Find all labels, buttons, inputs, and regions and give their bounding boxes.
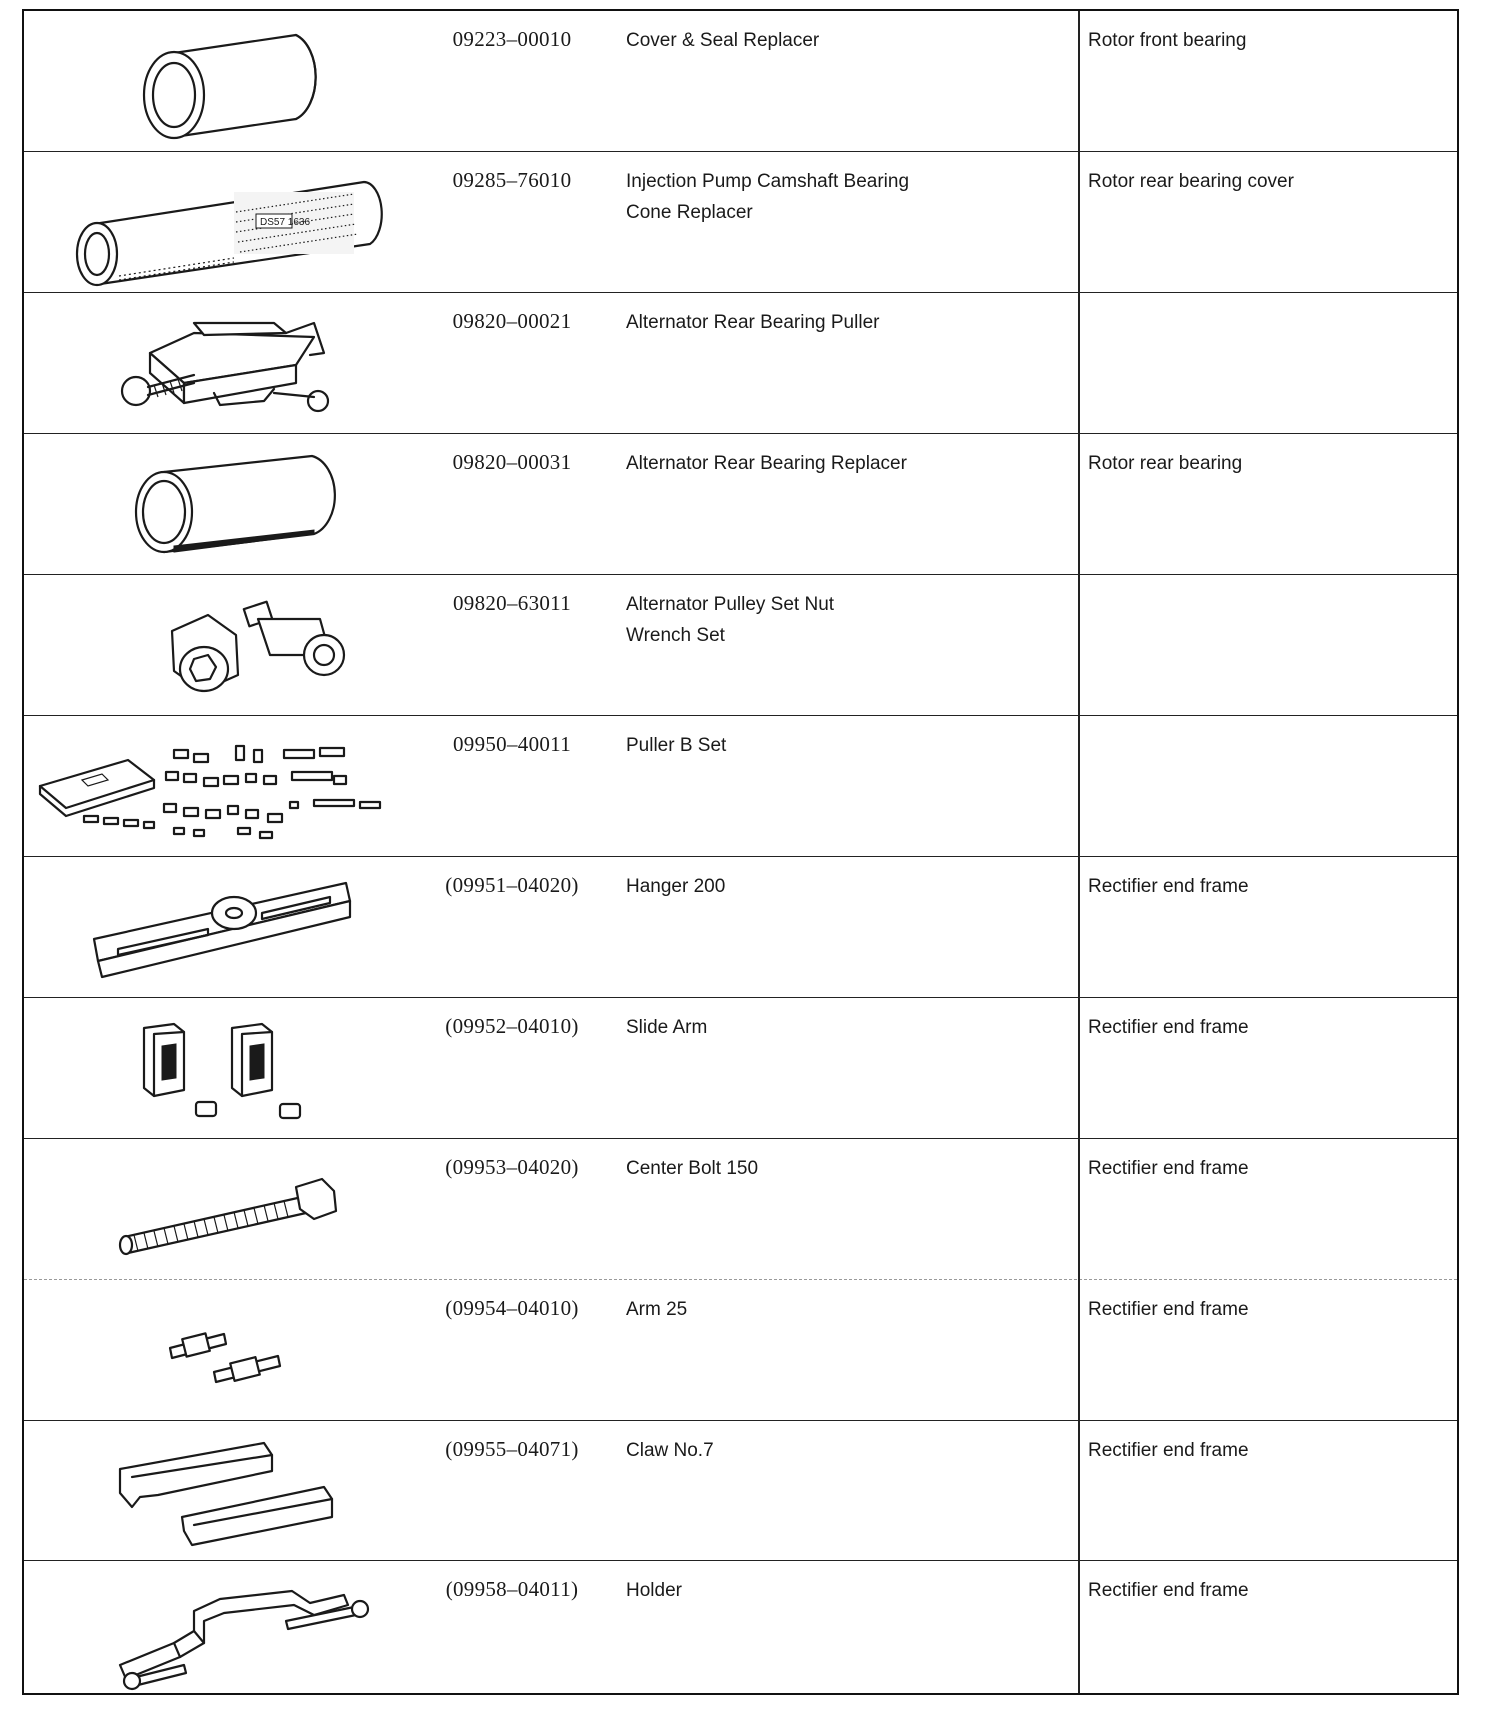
tool-name: Slide Arm (626, 1017, 708, 1038)
tool-use: Rectifier end frame (1088, 1158, 1249, 1179)
tool-use: Rectifier end frame (1088, 1440, 1249, 1461)
part-number: (09953–04020) (445, 1155, 579, 1179)
hanger-icon (24, 857, 444, 997)
table-row (24, 292, 1457, 433)
part-number: 09285–76010 (452, 168, 572, 192)
tool-use: Rectifier end frame (1088, 1580, 1249, 1601)
tool-use: Rectifier end frame (1088, 876, 1249, 897)
tool-use: Rectifier end frame (1088, 1299, 1249, 1320)
wrench-set-icon (24, 575, 444, 715)
tool-use: Rotor front bearing (1088, 30, 1247, 51)
tool-use: Rotor rear bearing (1088, 453, 1243, 474)
tool-name: Alternator Rear Bearing Puller (626, 312, 880, 333)
part-number: 09950–40011 (452, 732, 572, 756)
cylinder-replacer-icon (24, 11, 444, 151)
tool-name: Hanger 200 (626, 876, 726, 897)
table-row (24, 1560, 1457, 1697)
table-row (24, 1279, 1457, 1420)
long-replacer-icon (24, 152, 444, 292)
part-number: (09951–04020) (445, 873, 579, 897)
part-number: (09958–04011) (445, 1577, 579, 1601)
part-number: (09952–04010) (445, 1014, 579, 1038)
tool-name: Puller B Set (626, 735, 727, 756)
arm-icon (24, 1280, 444, 1420)
holder-icon (24, 1561, 444, 1701)
tool-name: Center Bolt 150 (626, 1158, 759, 1179)
part-number: 09820–00021 (452, 309, 572, 333)
table-row (24, 574, 1457, 715)
tool-name: Holder (626, 1580, 682, 1601)
puller-set-icon (24, 716, 444, 856)
table-row (24, 1420, 1457, 1560)
column-divider (1078, 11, 1080, 1693)
table-row (24, 1138, 1457, 1279)
table-row (24, 11, 1457, 151)
tool-name: Cover & Seal Replacer (626, 30, 820, 51)
tool-name: Injection Pump Camshaft Bearing Cone Replacer (626, 171, 910, 223)
part-number: 09820–63011 (452, 591, 572, 615)
table-row (24, 151, 1457, 292)
tool-use: Rotor rear bearing cover (1088, 171, 1294, 192)
svg-text:DS57 1636: DS57 1636 (260, 217, 311, 228)
bearing-replacer-icon (24, 434, 444, 574)
tool-name: Arm 25 (626, 1299, 688, 1320)
slide-arm-icon (24, 998, 444, 1138)
tool-name: Alternator Rear Bearing Replacer (626, 453, 907, 474)
claw-icon (24, 1421, 444, 1561)
part-number: 09223–00010 (452, 27, 572, 51)
tool-name: Claw No.7 (626, 1440, 714, 1461)
table-row (24, 715, 1457, 856)
tool-use: Rectifier end frame (1088, 1017, 1249, 1038)
table-row (24, 997, 1457, 1138)
special-tools-table (22, 9, 1459, 1695)
part-number: (09954–04010) (445, 1296, 579, 1320)
bearing-puller-icon (24, 293, 444, 433)
center-bolt-icon (24, 1139, 444, 1279)
table-row (24, 433, 1457, 574)
part-number: 09820–00031 (452, 450, 572, 474)
table-row (24, 856, 1457, 997)
tool-name: Alternator Pulley Set Nut Wrench Set (626, 594, 835, 646)
part-number: (09955–04071) (445, 1437, 579, 1461)
